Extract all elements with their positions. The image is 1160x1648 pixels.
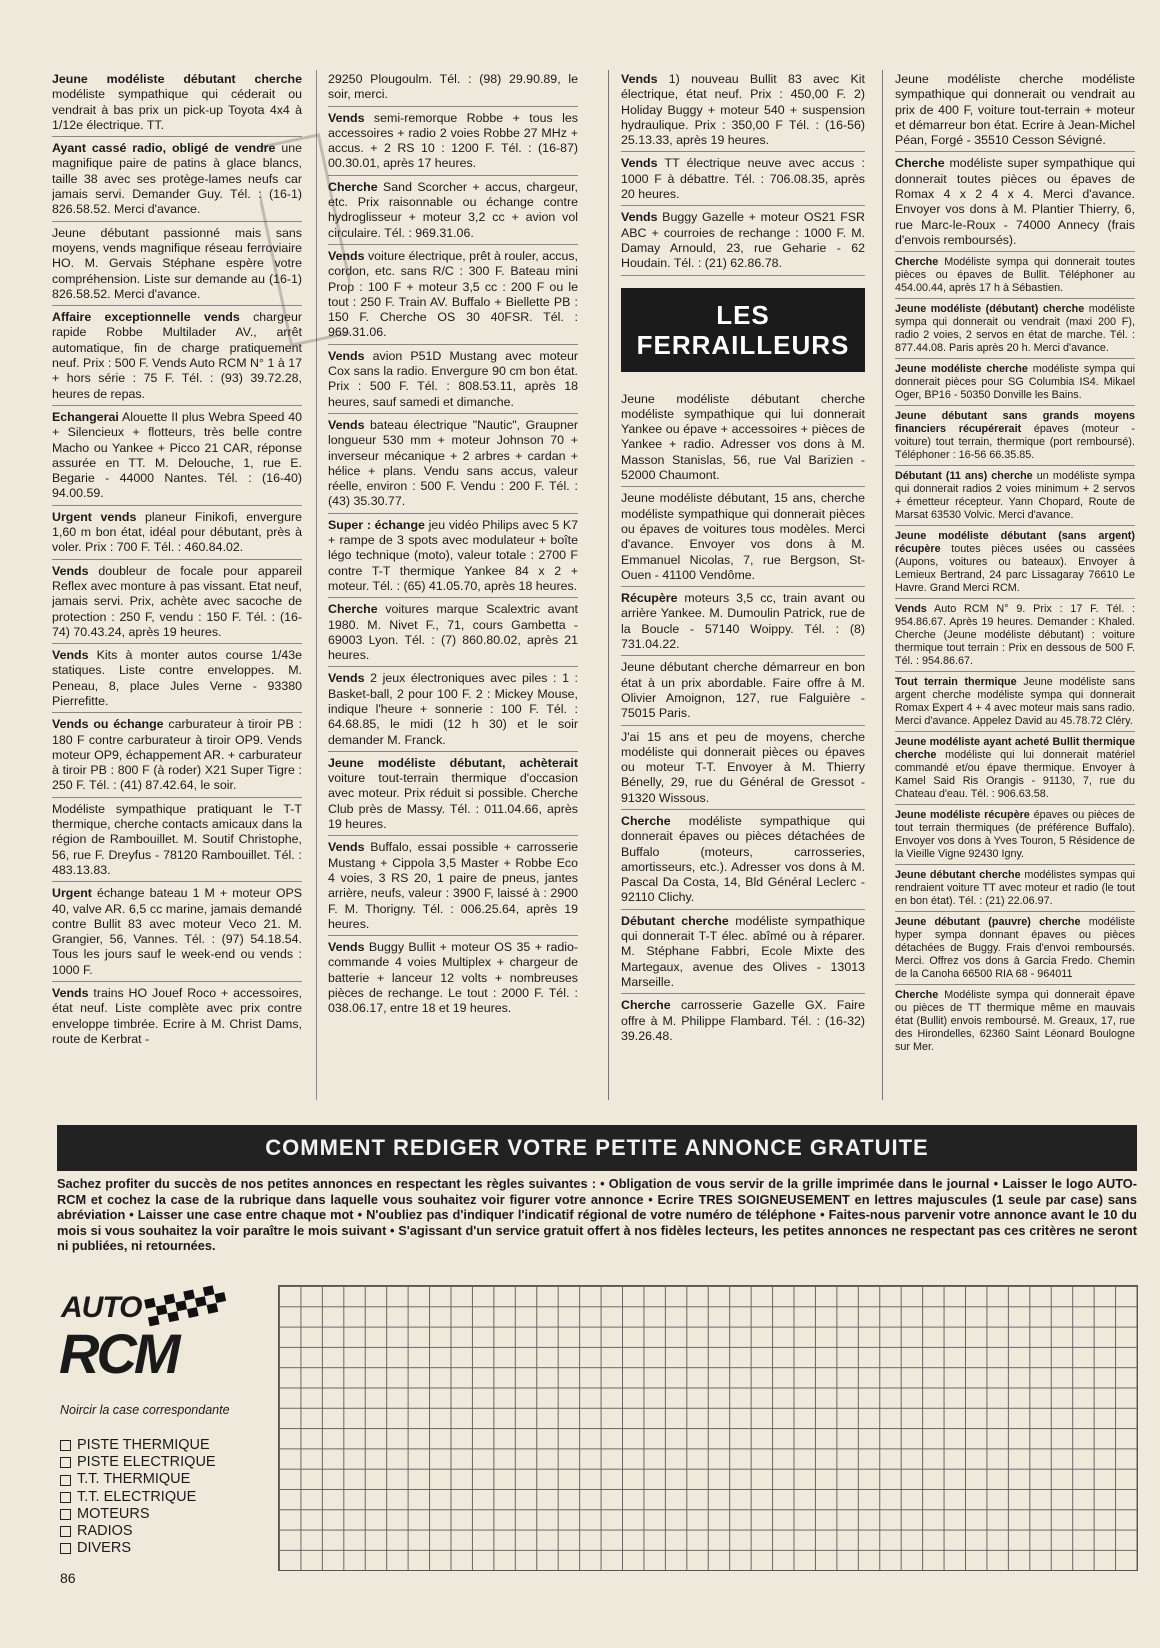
category-label: PISTE ELECTRIQUE (77, 1454, 216, 1471)
classified-ad (621, 728, 865, 810)
ad-keyword: Vends (621, 72, 658, 86)
classified-ad (621, 812, 865, 910)
ad-text: modéliste sympa qui donnerait ou vendrait (maxi 200 F), radio 2 voies, 2 servos en état de marche. Tél. : 877.44.08. Paris après 20 h. Merci d'avance. (895, 303, 1135, 355)
ad-keyword: Ayant cassé radio, obligé de vendre (52, 141, 276, 156)
category-label: DIVERS (77, 1540, 131, 1557)
ad-text: Buggy Bullit + moteur OS 35 + radio-commande 4 voies Multiplex + chargeur de batterie + lanceur 12 volts + nombreuses pièces de rechange. Le tout : 2000 F. Tél. : 038.06.17, entre 18 et 19 heures. (328, 940, 578, 1016)
category-checkbox-list (60, 1437, 216, 1557)
ad-text: modéliste sympathique qui donnerait T-T élec. abîmé ou à réparer. M. Stéphane Fabbri, Ecole Mixte des Martegaux, avenue des Olives - 13013 Marseille. (621, 913, 865, 989)
ad-text: Jeune débutant cherche démarreur en bon état à un prix abordable. Faire offre à M. Olivier Amoignon, 127, rue Falguière - 75015 Paris. (621, 660, 865, 721)
page-number: 86 (60, 1570, 76, 1586)
category-option[interactable] (60, 1437, 216, 1454)
category-label: RADIOS (77, 1523, 133, 1540)
ad-keyword: Jeune modéliste débutant (sans argent) récupère (895, 530, 1135, 556)
classified-ad (621, 208, 865, 275)
howto-title-bar: COMMENT REDIGER VOTRE PETITE ANNONCE GRATUITE (57, 1125, 1137, 1171)
classified-ad (52, 715, 302, 797)
classified-ad (52, 562, 302, 644)
classified-ad (328, 754, 578, 836)
classified-ad (895, 254, 1135, 299)
category-option[interactable] (60, 1506, 216, 1523)
ad-text: modéliste qui lui donnerait matériel commandé et/ou épave thermique. Envoyer à Kamel Said Ris Orangis - 91130, 7, rue du Chateau d'eau. Tél. : 906.63.58. (895, 749, 1135, 801)
ad-keyword: Vends (328, 110, 365, 125)
ad-text: jeu vidéo Philips avec 5 K7 + rampe de 3 spots avec modulateur + boîte légo technique (moto), valeur totale : 2700 F contre T-T thermique Yankee 84 x 2 + moteur. Tél. : (65) 41.05.70, après 18 heures. (328, 517, 578, 593)
classified-ad (328, 838, 578, 936)
ad-text: TT électrique neuve avec accus : 1000 F à débattre. Tél. : 706.08.35, après 20 heures. (621, 156, 865, 202)
classified-ad (895, 468, 1135, 526)
category-option[interactable] (60, 1454, 216, 1471)
classified-ad (328, 70, 578, 107)
ad-text: modéliste super sympathique qui donnerait toutes pièces ou épaves de Romax 4 x 2 4 x 4. Merci d'avance. Envoyer vos dons à M. Plantier Thierry, 6, rue Marc-le-Roux - 74000 Annecy (frais d'envois remboursés). (895, 156, 1135, 247)
ad-text: planeur Finikofi, envergure 1,60 m bon état, idéal pour débutant, près à voler. Prix : 700 F. Tél. : 460.84.02. (52, 509, 302, 555)
classified-ad (328, 938, 578, 1019)
classified-ad (52, 70, 302, 137)
checkbox-icon[interactable] (60, 1543, 71, 1554)
ad-keyword: Urgent vends (52, 509, 137, 524)
ad-keyword: Jeune débutant sans grands moyens financiers récupérerait (895, 410, 1135, 436)
classified-ad (895, 361, 1135, 406)
ad-keyword: Tout terrain thermique (895, 676, 1017, 689)
ad-text: épaves ou pièces de tout terrain thermiques (de préférence Buffalo). Envoyer vos dons à Yves Touron, 5 Résidence de la Vieille Vigne 92430 Igny. (895, 809, 1135, 861)
ad-text: Modéliste sympa qui donnerait toutes pièces ou épaves de Bullit. Téléphoner au 454.00.44, après 17 h à Sébastien. (895, 256, 1135, 295)
classified-ad (328, 347, 578, 414)
classified-ad (895, 70, 1135, 152)
ads-column-3 (608, 70, 865, 1100)
classified-ad (52, 508, 302, 560)
ad-text: modéliste sympa qui donnerait pièces pour SG Columbia IS4. Mikael Oger, BP16 - 50350 Donville les Bains. (895, 363, 1135, 402)
ads-column-2 (328, 70, 578, 1100)
ad-keyword: Vends (621, 156, 658, 171)
ad-keyword: Jeune modéliste débutant, achèterait (328, 755, 578, 770)
classified-ad (328, 247, 578, 345)
ad-keyword: Jeune modéliste ayant acheté Bullit thermique cherche (895, 736, 1135, 762)
howto-instructions: Sachez profiter du succès de nos petites annonces en respectant les règles suivantes : • Obligation de vous servir de la grille imprimée dans le journal • Laisser le logo AUTO-RCM et cochez la case de la rubrique dans laquelle vous souhaitez voir figurer votre annonce • Ecrire TRES SOIGNEUSEMENT en lettres majuscules (1 seule par case) sans abréviation • Laisser une case entre chaque mot • N'oubliez pas d'indiquer l'indicatif régional de votre numéro de téléphone • Faites-nous parvenir votre annonce avant le 10 du mois si vous souhaitez la voir paraître le mois suivant • S'agissant d'un service gratuit offert à nos fidèles lecteurs, les petites annonces ne respectant pas ces critères ne seront ni publiées, ni retournées. (57, 1176, 1137, 1253)
ad-keyword: Vends (328, 940, 365, 955)
category-label: MOTEURS (77, 1505, 150, 1522)
ad-text: Sand Scorcher + accus, chargeur, etc. Prix raisonnable ou échange contre hydroglisseur + moteur 3,2 cc + avion vol circulaire. Tél. : 969.31.06. (328, 179, 578, 240)
ad-text: carburateur à tiroir PB : 180 F contre carburateur à tiroir OP9. Vends moteur OP9, échappement AR. + carburateur à tiroir PB : 800 F (à roder) X21 Super Tigre : 250 F. Tél. : (41) 87.42.64, le soir. (52, 717, 302, 793)
watermark-stamp (260, 130, 350, 350)
classified-ad (621, 70, 865, 152)
checkbox-icon[interactable] (60, 1457, 71, 1468)
category-option[interactable] (60, 1471, 216, 1488)
classified-ad (52, 646, 302, 713)
category-option[interactable] (60, 1523, 216, 1540)
checkbox-icon[interactable] (60, 1509, 71, 1520)
ad-text: 2 jeux électroniques avec piles : 1 : Basket-ball, 2 pour 100 F. 2 : Mickey Mouse, indique l'heure + sonnerie : 100 F. Tél. : 64.68.85, le midi (12 h 30) et le soir demander M. Franck. (328, 671, 578, 747)
classified-ad (328, 178, 578, 245)
classified-ads-area (52, 70, 1135, 1100)
logo-auto-text: AUTO (61, 1291, 142, 1324)
logo-rcm-text: RCM (59, 1322, 178, 1385)
ad-writing-grid[interactable] (278, 1285, 1138, 1571)
ad-text: bateau électrique "Nautic", Graupner longueur 530 mm + moteur Johnson 70 + inverseur mécanique + 2 arbres + cardan + hélice + plans. Vendu sans accus, valeur réelle, environ : 500 F. Vendu : 200 F. Tél. : (43) 35.30.77. (328, 417, 578, 509)
ad-keyword: Vends (52, 648, 89, 663)
ad-keyword: Vends (621, 210, 658, 225)
ad-text: Kits à monter autos course 1/43e statiques. Liste contre enveloppes. M. Peneau, 8, place Jules Verne - 93380 Pierrefitte. (52, 648, 302, 708)
ad-keyword: Affaire exceptionnelle vends (52, 310, 240, 325)
ad-keyword: Jeune débutant (pauvre) cherche (895, 916, 1081, 929)
ad-text: voitures marque Scalextric avant 1980. M. Nivet F., 71, cours Gambetta - 69003 Lyon. Tél. : (7) 860.80.02, après 21 heures. (328, 602, 578, 663)
ad-text: échange bateau 1 M + moteur OPS 40, valve AR. 6,5 cc marine, jamais demandé contre Bullit 83 avec moteur Veco 21. M. Grangier, 56, Vannes. Tél. : (97) 54.18.54. Tous les jours sauf le week-end ou vends : 1000 F. (52, 886, 302, 977)
classified-ad (52, 408, 302, 506)
classified-ad (621, 996, 865, 1047)
ads-column-4 (882, 70, 1135, 1100)
checkbox-icon[interactable] (60, 1492, 71, 1503)
classified-ad (52, 800, 302, 882)
ad-keyword: Jeune modéliste récupère (895, 809, 1030, 822)
ad-text: carrosserie Gazelle GX. Faire offre à M. Philippe Flambard. Tél. : (16-32) 39.26.48. (621, 998, 865, 1043)
checkbox-icon[interactable] (60, 1526, 71, 1537)
ad-text: une magnifique paire de patins à glace blancs, taille 38 avec ses protège-lames neufs car jamais servi. Demander Guy. Tél. : (16-1) 826.58.52. Merci d'avance. (52, 141, 302, 217)
classified-ad (895, 601, 1135, 672)
ad-text: semi-remorque Robbe + tous les accessoires + radio 2 voies Robbe 27 MHz + accus. + 2 RS 10 : 1200 F. Tél. : (16-87) 00.30.01, après 17 heures. (328, 110, 578, 171)
ad-keyword: Urgent (52, 886, 92, 901)
ad-text: toutes pièces usées ou cassées (Aupons, voitures ou bateaux). Envoyer à Lemieux Bertrand, 24 parc Lissagaray 76610 Le Havre. Grand Merci RCM. (895, 543, 1135, 595)
ad-keyword: Vends ou échange (52, 717, 164, 732)
ad-text: Auto RCM N° 9. Prix : 17 F. Tél. : 954.86.67. Après 19 heures. Demander : Khaled. Cherche (Jeune modéliste débutant) : voiture thermique tout terrain : Prix en dessous de 500 F. Tél. : 954.86.67. (895, 603, 1135, 668)
ad-text: Jeune débutant passionné mais sans moyens, vends magnifique réseau ferroviaire HO. M. Gervais Stéphane espère votre compréhension. Liste sur demande au (16-1) 826.58.52. Merci d'avance. (52, 225, 302, 301)
ad-text: un modéliste sympa qui donnerait radios 2 voies minimum + 2 servos + émetteur récepteur. Yann Chopard, Route de Marsat 63530 Volvic. Merci d'avance. (895, 470, 1135, 522)
classified-ad (621, 154, 865, 206)
category-label: T.T. THERMIQUE (77, 1471, 191, 1488)
ad-text: Jeune modéliste cherche modéliste sympathique qui donnerait ou vendrait au prix de 400 F, voiture tout-terrain + moteur et démarreur bon état. Ecrire à Jean-Michel Péan, Forgé - 35510 Cesson Sévigné. (895, 72, 1135, 148)
ad-text: Jeune modéliste sans argent cherche modéliste sympa qui donnerait Romax Expert 4 + 4 avec moteur mais sans radio. Merci d'avance. Appelez David au 45.78.72 Cléry. (895, 676, 1135, 728)
ad-keyword: Vends (328, 671, 365, 686)
ad-keyword: Vends (52, 986, 89, 1001)
category-option[interactable] (60, 1489, 216, 1506)
ad-text: voiture électrique, prêt à rouler, accus, cordon, etc. sans R/C : 300 F. Bateau mini Prop : 100 F + moteur 3,5 cc : 200 F ou le tout : 250 F. Train AV. Buffalo + Biellette PB : 150 F. Cherche OS 30 40FSR. Tél. : 969.31.06. (328, 248, 578, 340)
ad-text: J'ai 15 ans et peu de moyens, cherche modéliste qui donnerait pièces ou épaves ou moteur T-T. Envoyer à M. Thierry Bénelly, 29, rue du Général de Gressot - 91320 Wissous. (621, 729, 865, 805)
classified-ad (895, 867, 1135, 912)
ad-keyword: Cherche (895, 989, 939, 1002)
ad-keyword: Super : échange (328, 517, 425, 532)
ad-keyword: Jeune modéliste (débutant) cherche (895, 303, 1085, 316)
ad-text: modéliste sympathique qui céderait ou vendrait à bas prix un pick-up Toyota 4x4 à 1/12e électrique. TT. (52, 87, 302, 132)
classified-ad (895, 408, 1135, 466)
ad-text: épaves (moteur - voiture) tout terrain, thermique (port remboursé). Téléphoner : 16-56 66.35.85. (895, 423, 1135, 462)
ad-keyword: Jeune modéliste débutant cherche (52, 72, 302, 86)
checkbox-icon[interactable] (60, 1440, 71, 1451)
classified-ad (328, 669, 578, 751)
classified-ad (621, 489, 865, 587)
ad-text: modélistes sympas qui rendraient voiture TT avec moteur et radio (le tout en bon état). Tél. : (21) 22.06.97. (895, 869, 1135, 908)
form-instruction: Noircir la case correspondante (60, 1403, 230, 1417)
classified-ad (328, 416, 578, 514)
ad-keyword: Jeune débutant cherche (895, 869, 1021, 882)
ad-text: moteurs 3,5 cc, train avant ou arrière Yankee. M. Dumoulin Patrick, rue de la Boucle - 57140 Woippy. Tél. : (8) 731.04.22. (621, 591, 865, 652)
category-option[interactable] (60, 1540, 216, 1557)
ad-keyword: Cherche (621, 813, 671, 828)
classified-ad (621, 390, 865, 488)
classified-ad (895, 528, 1135, 599)
ad-text: 29250 Plougoulm. Tél. : (98) 29.90.89, le soir, merci. (328, 72, 578, 102)
ad-text: Alouette II plus Webra Speed 40 + Silencieux + flotteurs, très belle contre Macho ou Yankee + Picco 21 CAR, réponse assurée en TT. M. Delouche, 1, rue E. Begarie - 44000 Nantes. Tél. : (16-40) 94.00.59. (52, 409, 302, 501)
classified-ad (895, 734, 1135, 805)
ad-text: Jeune modéliste débutant cherche modéliste sympathique qui lui donnerait Yankee ou épave + accessoires + pièces de Yankee + radio. Adresser vos dons à M. Masson Stanislas, 56, rue Val Barizien - 52000 Chaumont. (621, 391, 865, 483)
ad-keyword: Débutant cherche (621, 913, 729, 928)
ad-text: modéliste hyper sympa donnant épaves ou pièces détachées de Buggy. Frais d'envoi remboursés. Merci. Offrez vos dons à Garcia Fredo. Chemin de la Canoha 66500 RIA 68 - 964011 (895, 916, 1135, 981)
classified-ad (52, 984, 302, 1050)
ferrailleurs-banner: LES FERRAILLEURS (621, 288, 865, 372)
classified-ad (895, 987, 1135, 1057)
ad-keyword: Cherche (895, 256, 939, 269)
ad-keyword: Cherche (328, 179, 378, 194)
ad-text: modéliste sympathique qui donnerait épaves ou pièces détachées de Buffalo (moteurs, carrosseries, amortisseurs, etc.). Adresser vos dons à M. Pascal Da Costa, 14, Bld Général Leclerc - 92110 Clichy. (621, 813, 865, 905)
classified-ad (621, 589, 865, 656)
ad-keyword: Débutant (11 ans) cherche (895, 470, 1033, 483)
classified-ad (621, 658, 865, 725)
classified-ad (895, 674, 1135, 732)
classified-ad (52, 884, 302, 982)
ad-keyword: Vends (328, 417, 365, 432)
ad-text: Buffalo, essai possible + carrosserie Mustang + Cippola 3,5 Master + Robbe Eco 4 voies, 3 RS 20, 1 paire de pneus, jantes arrière, neufs, valeur : 3900 F, laissé à : 2900 F. M. Thorigny. Tél. : 006.25.64, après 19 heures. (328, 840, 578, 931)
ad-keyword: Jeune modéliste cherche (895, 363, 1028, 376)
category-label: T.T. ELECTRIQUE (77, 1488, 197, 1505)
auto-rcm-logo (57, 1285, 257, 1395)
ad-text: Modéliste sympathique pratiquant le T-T thermique, cherche contacts amicaux dans la région de Rambouillet. M. Soutif Christophe, 56, rue F. Dreyfus - 78120 Rambouillet. Tél. : 483.13.83. (52, 801, 302, 877)
classified-ad (621, 912, 865, 994)
ad-keyword: Cherche (895, 156, 945, 171)
classified-ad (895, 301, 1135, 359)
ad-text: Modéliste sympa qui donnerait épave ou pièces de TT thermique même en mauvais état (Bullit) envois remboursé. M. Greaux, 17, rue des Hirondelles, 62360 Saint Léonard Boulogne sur Mer. (895, 989, 1135, 1054)
ad-keyword: Vends (328, 348, 365, 363)
ad-keyword: Vends (895, 603, 927, 616)
classified-ad (895, 914, 1135, 985)
ad-text: avion P51D Mustang avec moteur Cox sans la radio. Envergure 90 cm bon état. Prix : 500 F. Tél. : 808.53.11, après 18 heures, sauf samedi et dimanche. (328, 348, 578, 409)
checkbox-icon[interactable] (60, 1475, 71, 1486)
category-label: PISTE THERMIQUE (77, 1437, 210, 1453)
ad-text: 1) nouveau Bullit 83 avec Kit électrique, état neuf. Prix : 450,00 F. 2) Holiday Buggy + moteur 540 + suspension hydraulique. Prix : 350,00 F Tél. : (16-56) 25.13.33, après 19 heures. (621, 72, 865, 148)
classified-ad (328, 516, 578, 598)
classified-ad (328, 600, 578, 667)
ad-keyword: Vends (328, 248, 365, 263)
ad-keyword: Cherche (621, 998, 671, 1013)
ad-text: trains HO Jouef Roco + accessoires, état neuf. Liste complète avec prix contre enveloppe timbrée. Ecrire à M. Christ Dams, route de Kerbrat - (52, 986, 302, 1046)
classified-ad (895, 154, 1135, 252)
ad-keyword: Vends (328, 840, 365, 855)
ad-keyword: Echangerai (52, 409, 119, 424)
classified-ad (895, 807, 1135, 865)
ad-text: chargeur rapide Robbe Multilader AV., arrêt automatique, fin de charge pratiquement neuf. Prix : 500 F. Vends Auto RCM N° 1 à 17 + hors série : 75 F. Tél. : (93) 39.72.28, heures de repas. (52, 310, 302, 401)
ad-text: voiture tout-terrain thermique d'occasion avec moteur. Prix réduit si possible. Cherche Club près de Massy. Tél. : 011.04.66, après 19 heures. (328, 771, 578, 832)
ad-keyword: Cherche (328, 602, 378, 617)
ad-text: Buggy Gazelle + moteur OS21 FSR ABC + courroies de rechange : 1000 F. M. Damay Arnould, 23, rue Geharie - 62 Houdain. Tél. : (21) 62.86.78. (621, 210, 865, 271)
ad-text: Jeune modéliste débutant, 15 ans, cherche modéliste sympathique qui donnerait pièces ou épaves de voitures tous modèles. Merci d'avance. Envoyer vos dons à M. Emmanuel Nicolas, 7, rue Bergson, St-Ouen - 41100 Vendôme. (621, 491, 865, 582)
ad-keyword: Vends (52, 563, 89, 578)
ad-keyword: Récupère (621, 591, 678, 606)
classified-ad (328, 109, 578, 176)
ad-text: doubleur de focale pour appareil Reflex avec monture à pas vissant. Etat neuf, jamais servi. Prix, achète avec sacoche de protection : 250 F, vendu : 150 F. Tél. : (16-74) 70.43.24, après 19 heures. (52, 563, 302, 639)
